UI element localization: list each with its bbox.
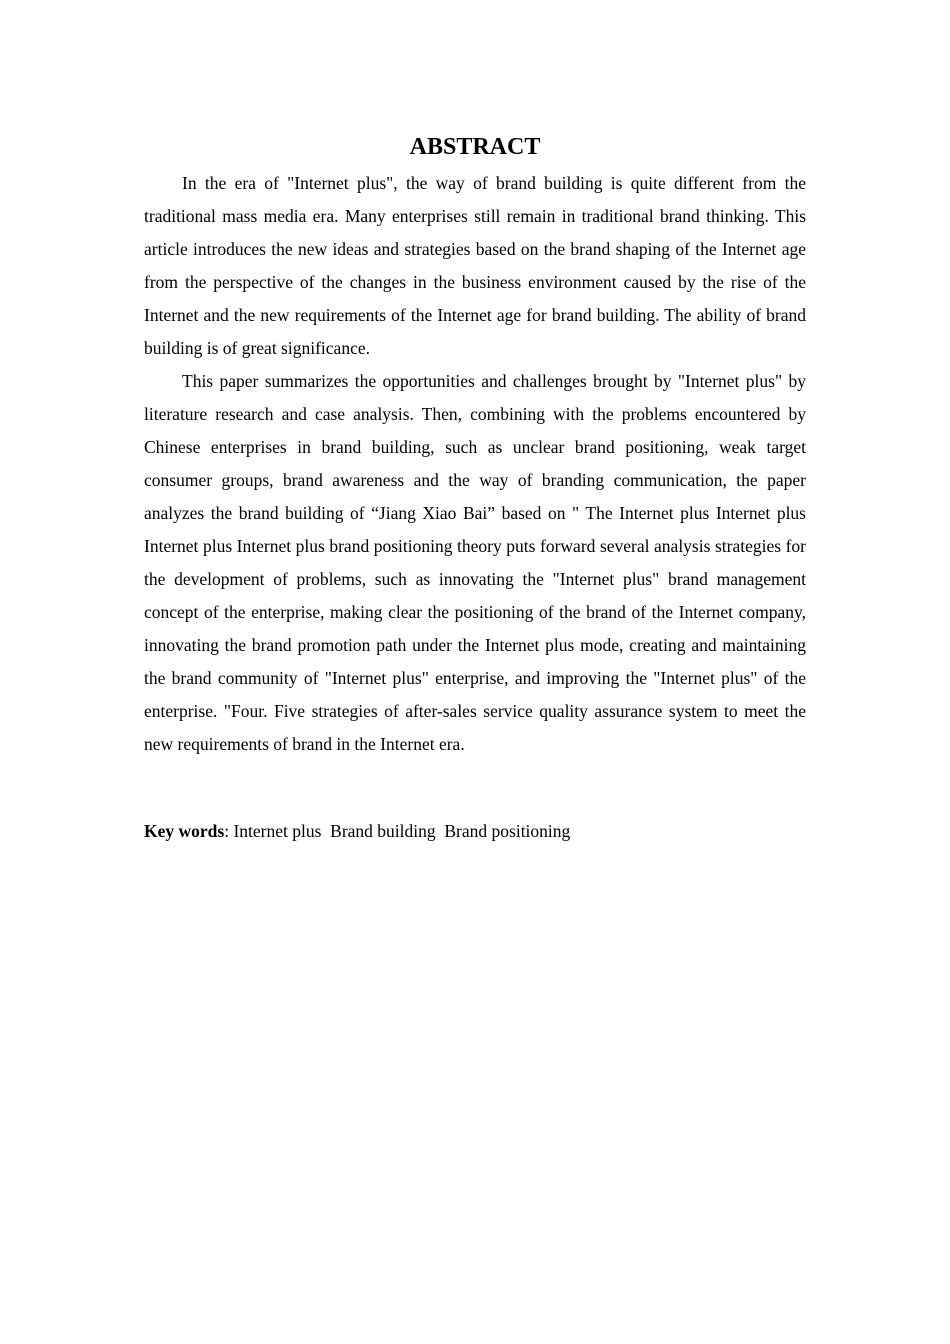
abstract-paragraph-2: This paper summarizes the opportunities and challenges brought by "Internet plus" by literature research and case analysis. Then, combining with the problems encountered by Chinese enterprises in brand building, such as unclear brand positioning, weak target consumer groups, brand awareness and the way of branding communication, the paper analyzes the brand building of “Jiang Xiao Bai” based on " The Internet plus Internet plus Internet plus Internet plus brand positioning theory puts forward several analysis strategies for the development of problems, such as innovating the "Internet plus" brand management concept of the enterprise, making clear the positioning of the brand of the Internet company, innovating the brand promotion path under the Internet plus mode, creating and maintaining the brand community of "Internet plus" enterprise, and improving the "Internet plus" of the enterprise. "Four. Five strategies of after-sales service quality assurance system to meet the new requirements of brand in the Internet era. <box>144 371 806 754</box>
keywords-list: : Internet plus Brand building Brand positioning <box>224 821 571 841</box>
abstract-title: ABSTRACT <box>409 134 541 160</box>
keywords-label: Key words <box>144 821 225 841</box>
abstract-paragraph-1: In the era of "Internet plus", the way of brand building is quite different from the traditional mass media era. Many enterprises still remain in traditional brand thinking. This article introduces the new ideas and strategies based on the brand shaping of the Internet age from the perspective of the changes in the business environment caused by the rise of the Internet and the new requirements of the Internet age for brand building. The ability of brand building is of great significance. <box>144 173 806 358</box>
abstract-body <box>144 167 806 761</box>
keywords-line <box>144 815 806 848</box>
